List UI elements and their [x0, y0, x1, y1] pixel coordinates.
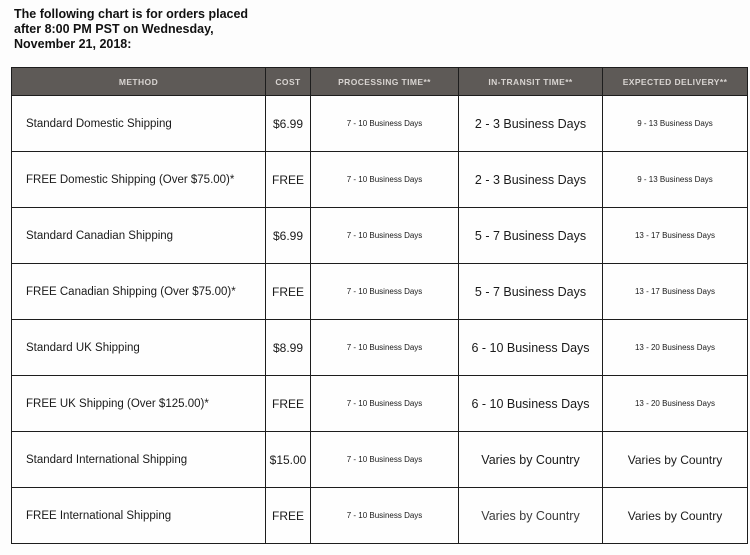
method-cell: FREE Domestic Shipping (Over $75.00)*: [12, 152, 266, 208]
table-row: [12, 320, 748, 376]
table-row: [12, 96, 748, 152]
table-row: [12, 376, 748, 432]
header-method: METHOD: [12, 68, 266, 96]
transit-cell: Varies by Country: [459, 488, 603, 544]
processing-cell: 7 - 10 Business Days: [311, 208, 459, 264]
table-header-row: [12, 68, 748, 96]
delivery-cell: Varies by Country: [603, 432, 748, 488]
table-row: [12, 152, 748, 208]
shipping-rates-table: [11, 67, 748, 544]
transit-cell: Varies by Country: [459, 432, 603, 488]
processing-cell: 7 - 10 Business Days: [311, 432, 459, 488]
processing-cell: 7 - 10 Business Days: [311, 488, 459, 544]
delivery-cell: 13 - 17 Business Days: [603, 264, 748, 320]
delivery-cell: 9 - 13 Business Days: [603, 152, 748, 208]
cost-cell: FREE: [266, 488, 311, 544]
delivery-cell: 13 - 20 Business Days: [603, 320, 748, 376]
page-title: [14, 7, 248, 52]
delivery-cell: 13 - 17 Business Days: [603, 208, 748, 264]
delivery-cell: Varies by Country: [603, 488, 748, 544]
processing-cell: 7 - 10 Business Days: [311, 152, 459, 208]
table-row: [12, 264, 748, 320]
delivery-cell: 9 - 13 Business Days: [603, 96, 748, 152]
cost-cell: FREE: [266, 376, 311, 432]
processing-cell: 7 - 10 Business Days: [311, 264, 459, 320]
processing-cell: 7 - 10 Business Days: [311, 320, 459, 376]
method-cell: FREE Canadian Shipping (Over $75.00)*: [12, 264, 266, 320]
cost-cell: FREE: [266, 152, 311, 208]
transit-cell: 2 - 3 Business Days: [459, 96, 603, 152]
method-cell: FREE UK Shipping (Over $125.00)*: [12, 376, 266, 432]
cost-cell: FREE: [266, 264, 311, 320]
header-expected-delivery: EXPECTED DELIVERY**: [603, 68, 748, 96]
method-cell: Standard International Shipping: [12, 432, 266, 488]
cost-cell: $8.99: [266, 320, 311, 376]
table-row: [12, 488, 748, 544]
transit-cell: 2 - 3 Business Days: [459, 152, 603, 208]
title-line-3: November 21, 2018:: [14, 37, 132, 51]
processing-cell: 7 - 10 Business Days: [311, 96, 459, 152]
method-cell: Standard Canadian Shipping: [12, 208, 266, 264]
processing-cell: 7 - 10 Business Days: [311, 376, 459, 432]
transit-cell: 6 - 10 Business Days: [459, 376, 603, 432]
table-row: [12, 208, 748, 264]
header-cost: COST: [266, 68, 311, 96]
header-processing-time: PROCESSING TIME**: [311, 68, 459, 96]
method-cell: Standard UK Shipping: [12, 320, 266, 376]
transit-cell: 5 - 7 Business Days: [459, 208, 603, 264]
title-line-1: The following chart is for orders placed: [14, 7, 249, 21]
cost-cell: $6.99: [266, 208, 311, 264]
delivery-cell: 13 - 20 Business Days: [603, 376, 748, 432]
header-in-transit-time: IN-TRANSIT TIME**: [459, 68, 603, 96]
transit-cell: 5 - 7 Business Days: [459, 264, 603, 320]
table-row: [12, 432, 748, 488]
cost-cell: $15.00: [266, 432, 311, 488]
title-line-2: after 8:00 PM PST on Wednesday,: [14, 22, 214, 36]
method-cell: FREE International Shipping: [12, 488, 266, 544]
transit-cell: 6 - 10 Business Days: [459, 320, 603, 376]
method-cell: Standard Domestic Shipping: [12, 96, 266, 152]
cost-cell: $6.99: [266, 96, 311, 152]
